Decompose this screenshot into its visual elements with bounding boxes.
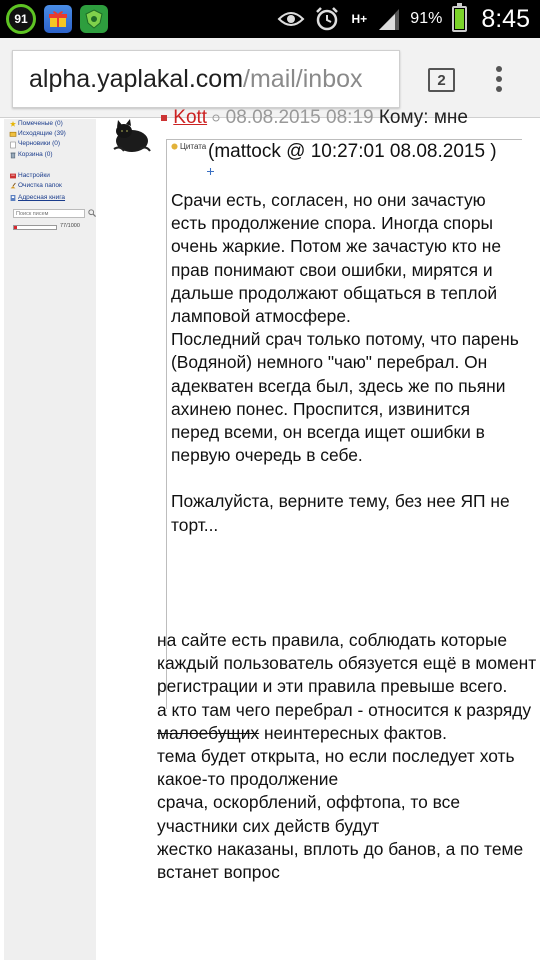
- settings-link[interactable]: [10, 171, 66, 181]
- quote-source: (mattock @ 10:27:01 08.08.2015 ): [208, 141, 497, 162]
- reply-text: а кто там чего перебрал - относится к разряду: [157, 699, 532, 720]
- clean-folders-link[interactable]: [10, 181, 66, 191]
- quote-closing: Пожалуйста, верните тему, без нее ЯП не торт...: [171, 491, 510, 535]
- strikethrough-word: малоебущих: [157, 722, 260, 743]
- eye-icon: [278, 10, 304, 28]
- quote-label: [171, 142, 206, 151]
- folder-list: [10, 119, 66, 203]
- clock-icon: [212, 114, 220, 122]
- url-text: [29, 65, 363, 94]
- folder-starred[interactable]: [10, 119, 66, 129]
- clean-folders-label: Очистка папок: [18, 182, 62, 190]
- user-icon: [160, 114, 168, 122]
- address-book-icon: [10, 195, 16, 201]
- folder-trash-label: Корзина (0): [18, 150, 53, 158]
- quote-block: [166, 139, 522, 709]
- star-icon: [10, 121, 16, 127]
- battery-fill: [455, 9, 464, 29]
- alarm-icon: [314, 6, 340, 32]
- quote-icon: [171, 143, 178, 150]
- gift-icon: [44, 5, 72, 33]
- notification-icons: [6, 4, 108, 34]
- author-link[interactable]: Kott: [173, 107, 208, 128]
- folder-drafts[interactable]: [10, 139, 66, 149]
- reply-paragraph: на сайте есть правила, соблюдать которые каждый пользователь обязуется ещё в момент регистрации и эти правила превыше всего.: [157, 630, 537, 697]
- folder-outbox[interactable]: [10, 129, 66, 139]
- message-header: [160, 107, 468, 129]
- clock: 8:45: [481, 4, 530, 33]
- mail-search-input[interactable]: [13, 209, 85, 218]
- message-recipient: Кому: мне: [378, 107, 468, 128]
- badge-91-icon: [6, 4, 36, 34]
- url-bar[interactable]: [12, 50, 400, 108]
- browser-toolbar: [0, 38, 540, 118]
- mail-sidebar: [4, 119, 96, 960]
- reply-text: неинтересных фактов.: [259, 722, 447, 743]
- url-path: /mail/inbox: [243, 65, 363, 93]
- reply-paragraph: тема будет открыта, но если последует хоть какое-то продолжение: [157, 746, 515, 790]
- draft-icon: [10, 142, 16, 148]
- folder-trash[interactable]: [10, 150, 66, 160]
- notif-badge-count: 91: [14, 12, 28, 26]
- settings-label: Настройки: [18, 171, 50, 179]
- mailbox-quota-text: 77/1000: [60, 223, 80, 229]
- battery-icon: [452, 6, 467, 32]
- shield-icon: [80, 5, 108, 33]
- author-avatar: [110, 119, 152, 153]
- address-book-label: Адресная книга: [18, 194, 66, 202]
- web-page: [0, 107, 540, 960]
- overflow-menu-icon[interactable]: [494, 66, 504, 96]
- search-icon[interactable]: [88, 209, 96, 217]
- tab-switcher-button[interactable]: [428, 68, 455, 92]
- address-book-link[interactable]: [10, 193, 66, 203]
- url-host: alpha.yaplakal.com: [29, 65, 244, 93]
- message-date: 08.08.2015 08:19: [225, 107, 374, 128]
- tab-count: 2: [437, 71, 446, 89]
- outbox-icon: [10, 131, 16, 137]
- quote-text: [171, 189, 521, 537]
- quote-paragraph: Срачи есть, согласен, но они зачастую есть продолжение спора. Иногда споры очень жаркие. Потом же зачастую кто не прав понимают свои ошибки, мирятся и дальше продолжают общаться в теплой ламповой атмосфере.: [171, 190, 502, 327]
- network-type-label: H+: [351, 12, 368, 26]
- reply-paragraph: срача, оскорблений, оффтопа, то все участники сих действ будут: [157, 792, 461, 836]
- folder-starred-label: Помеченые (0): [18, 120, 63, 127]
- mailbox-quota-fill: [14, 226, 17, 229]
- system-icons: [278, 4, 530, 34]
- broom-icon: [10, 183, 16, 189]
- battery-percent: 91%: [410, 10, 443, 27]
- reply-paragraph: жестко наказаны, вплоть до банов, а по теме встанет вопрос: [157, 838, 524, 883]
- quote-label-text: Цитата: [180, 142, 207, 151]
- message-body: [157, 629, 537, 884]
- quote-link-icon[interactable]: [207, 168, 214, 175]
- quote-paragraph: Последний срач только потому, что парень (Водяной) немного "чаю" перебрал. Он адекватен всегда был, здесь же по пьяни ахинею понес. Проспится, извинится перед всеми, он всегда ищет ошибки в первую очередь в себе.: [171, 329, 519, 466]
- mailbox-quota-bar: [13, 225, 57, 230]
- status-bar: [0, 0, 540, 38]
- trash-icon: [10, 152, 16, 158]
- reply-paragraph-2: [157, 699, 537, 745]
- folder-outbox-label: Исходящие (39): [18, 130, 66, 138]
- folder-drafts-label: Черновики (0): [18, 140, 61, 148]
- signal-icon: [378, 7, 400, 31]
- settings-icon: [10, 173, 16, 179]
